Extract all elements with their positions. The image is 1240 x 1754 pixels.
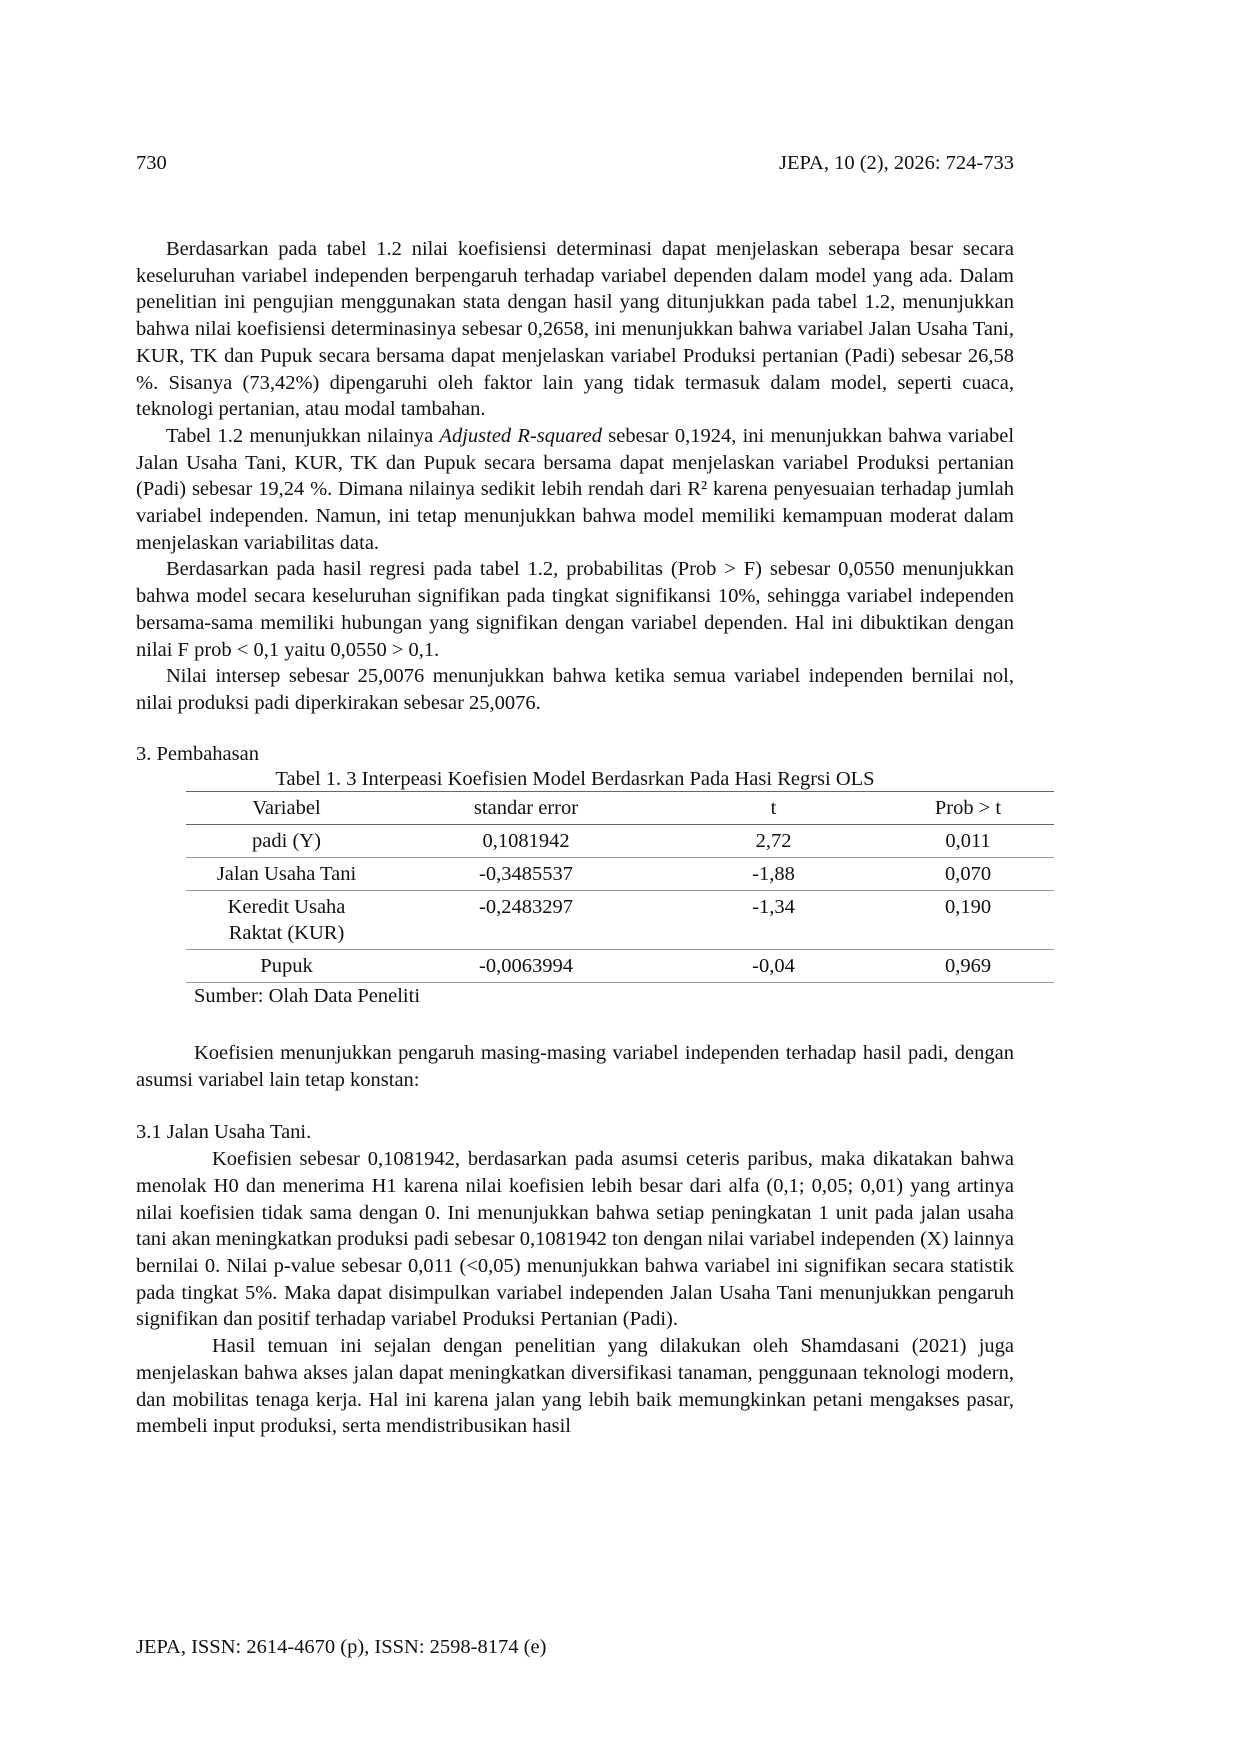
page-body bbox=[136, 236, 1014, 1440]
journal-reference: JEPA, 10 (2), 2026: 724-733 bbox=[779, 152, 1014, 174]
table-row bbox=[186, 825, 1054, 858]
cell-standard-error: -0,0063994 bbox=[479, 955, 573, 978]
paragraph-intercept: Nilai intersep sebesar 25,0076 menunjukkan bahwa ketika semua variabel independen bernilai nol, nilai produksi padi diperkirakan sebesar 25,0076. bbox=[136, 665, 1014, 714]
cell-prob: 0,190 bbox=[944, 896, 992, 919]
para2-rest: bahwa variabel Jalan Usaha Tani, KUR, TK dan Pupuk secara bersama dapat menjelaskan variabel Produksi pertanian (Padi) sebesar 19,24 %. Dimana nilainya sedikit lebih rendah dari R² karena penyesuaian terhadap jumlah variabel independen. Namun, ini tetap menunjukkan bahwa model memiliki kemampuan moderat dalam menjelaskan variabilitas data. bbox=[136, 424, 1015, 554]
table-caption: Tabel 1. 3 Interpeasi Koefisien Model Berdasrkan Pada Hasi Regrsi OLS bbox=[275, 768, 875, 791]
header-t: t bbox=[770, 797, 777, 820]
paragraph-coefficient-intro: Koefisien menunjukkan pengaruh masing-masing variabel independen terhadap hasil padi, dengan asumsi variabel lain tetap konstan: bbox=[136, 1042, 1014, 1091]
table-source: Sumber: Olah Data Peneliti bbox=[194, 985, 421, 1008]
header-variabel: Variabel bbox=[252, 797, 321, 820]
table-row bbox=[186, 858, 1054, 891]
para2-prefix: Tabel 1.2 menunjukkan nilainya bbox=[166, 424, 434, 447]
header-prob: Prob > t bbox=[934, 797, 1002, 820]
paragraph-jalan-usaha-tani: Koefisien sebesar 0,1081942, berdasarkan pada asumsi ceteris paribus, maka dikatakan bahwa menolak H0 dan menerima H1 karena nilai koefisien lebih besar dari alfa (0,1; 0,05; 0,01) yang artinya nilai koefisien tidak sama dengan 0. Ini menunjukkan bahwa setiap peningkatan 1 unit pada jalan usaha tani akan meningkatkan produksi padi sebesar 0,1081942 ton dengan nilai variabel independen (X) lainnya bernilai 0. Nilai p-value sebesar 0,011 (<0,05) menunjukkan bahwa variabel ini signifikan secara statistik pada tingkat 5%. Maka dapat disimpulkan variabel independen Jalan Usaha Tani menunjukkan pengaruh signifikan dan positif terhadap variabel Produksi Pertanian (Padi). bbox=[136, 1148, 1014, 1331]
coefficient-table bbox=[186, 791, 1054, 983]
paragraph-f-probability: Berdasarkan pada hasil regresi pada tabel 1.2, probabilitas (Prob > F) sebesar 0,0550 menunjukkan bahwa model secara keseluruhan signifikan pada tingkat signifikansi 10%, sehingga variabel independen bersama-sama memiliki hubungan yang signifikan dengan variabel dependen. Hal ini dibuktikan dengan nilai F prob < 0,1 yaitu 0,0550 > 0,1. bbox=[136, 558, 1014, 661]
cell-t: -1,34 bbox=[752, 896, 795, 919]
cell-variable: Jalan Usaha Tani bbox=[216, 863, 357, 886]
page-number: 730 bbox=[136, 152, 167, 174]
cell-prob: 0,070 bbox=[944, 863, 992, 886]
cell-t: -1,88 bbox=[752, 863, 795, 886]
cell-prob: 0,011 bbox=[945, 830, 991, 853]
paragraph-shamdasani: Hasil temuan ini sejalan dengan penelitian yang dilakukan oleh Shamdasani (2021) juga menjelaskan bahwa akses jalan dapat meningkatkan diversifikasi tanaman, penggunaan teknologi modern, dan mobilitas tenaga kerja. Hal ini karena jalan yang lebih baik memungkinkan petani mengakses pasar, membeli input produksi, serta mendistribusikan hasil bbox=[136, 1335, 1014, 1438]
cell-t: -0,04 bbox=[752, 955, 795, 978]
page-header bbox=[136, 150, 1014, 177]
page-footer: JEPA, ISSN: 2614-4670 (p), ISSN: 2598-8174 (e) bbox=[136, 1636, 547, 1658]
cell-variable: padi (Y) bbox=[252, 830, 321, 853]
cell-variable: Keredit Usaha Raktat (KUR) bbox=[227, 896, 346, 945]
paragraph-determination-coefficient: Berdasarkan pada tabel 1.2 nilai koefisiensi determinasi dapat menjelaskan seberapa besar secara keseluruhan variabel independen berpengaruh terhadap variabel dependen dalam model yang ada. Dalam penelitian ini pengujian menggunakan stata dengan hasil yang ditunjukkan pada tabel 1.2, menunjukkan bahwa nilai koefisiensi determinasinya sebesar 0,2658, ini menunjukkan bahwa variabel Jalan Usaha Tani, KUR, TK dan Pupuk secara bersama dapat menjelaskan variabel Produksi pertanian (Padi) sebesar 26,58 %. Sisanya (73,42%) dipengaruhi oleh faktor lain yang tidak termasuk dalam model, seperti cuaca, teknologi pertanian, atau modal tambahan. bbox=[136, 238, 1014, 421]
adjusted-r-squared-term: Adjusted R-squared bbox=[439, 424, 603, 447]
section-title: 3. Pembahasan bbox=[136, 742, 259, 765]
table-header-row bbox=[186, 792, 1054, 825]
cell-standard-error: 0,1081942 bbox=[482, 830, 570, 853]
para2-suffix: sebesar 0,1924, ini menunjukkan bbox=[608, 424, 883, 447]
table-row bbox=[186, 950, 1054, 983]
cell-variable: Pupuk bbox=[260, 955, 313, 978]
cell-prob: 0,969 bbox=[944, 955, 992, 978]
subsection-title: 3.1 Jalan Usaha Tani. bbox=[136, 1121, 312, 1144]
table-row bbox=[186, 891, 1054, 950]
cell-standard-error: -0,2483297 bbox=[479, 896, 573, 919]
cell-t: 2,72 bbox=[755, 830, 792, 853]
cell-standard-error: -0,3485537 bbox=[479, 863, 573, 886]
paragraph-adjusted-r-squared bbox=[136, 423, 1014, 557]
header-standard-error: standar error bbox=[473, 797, 579, 820]
